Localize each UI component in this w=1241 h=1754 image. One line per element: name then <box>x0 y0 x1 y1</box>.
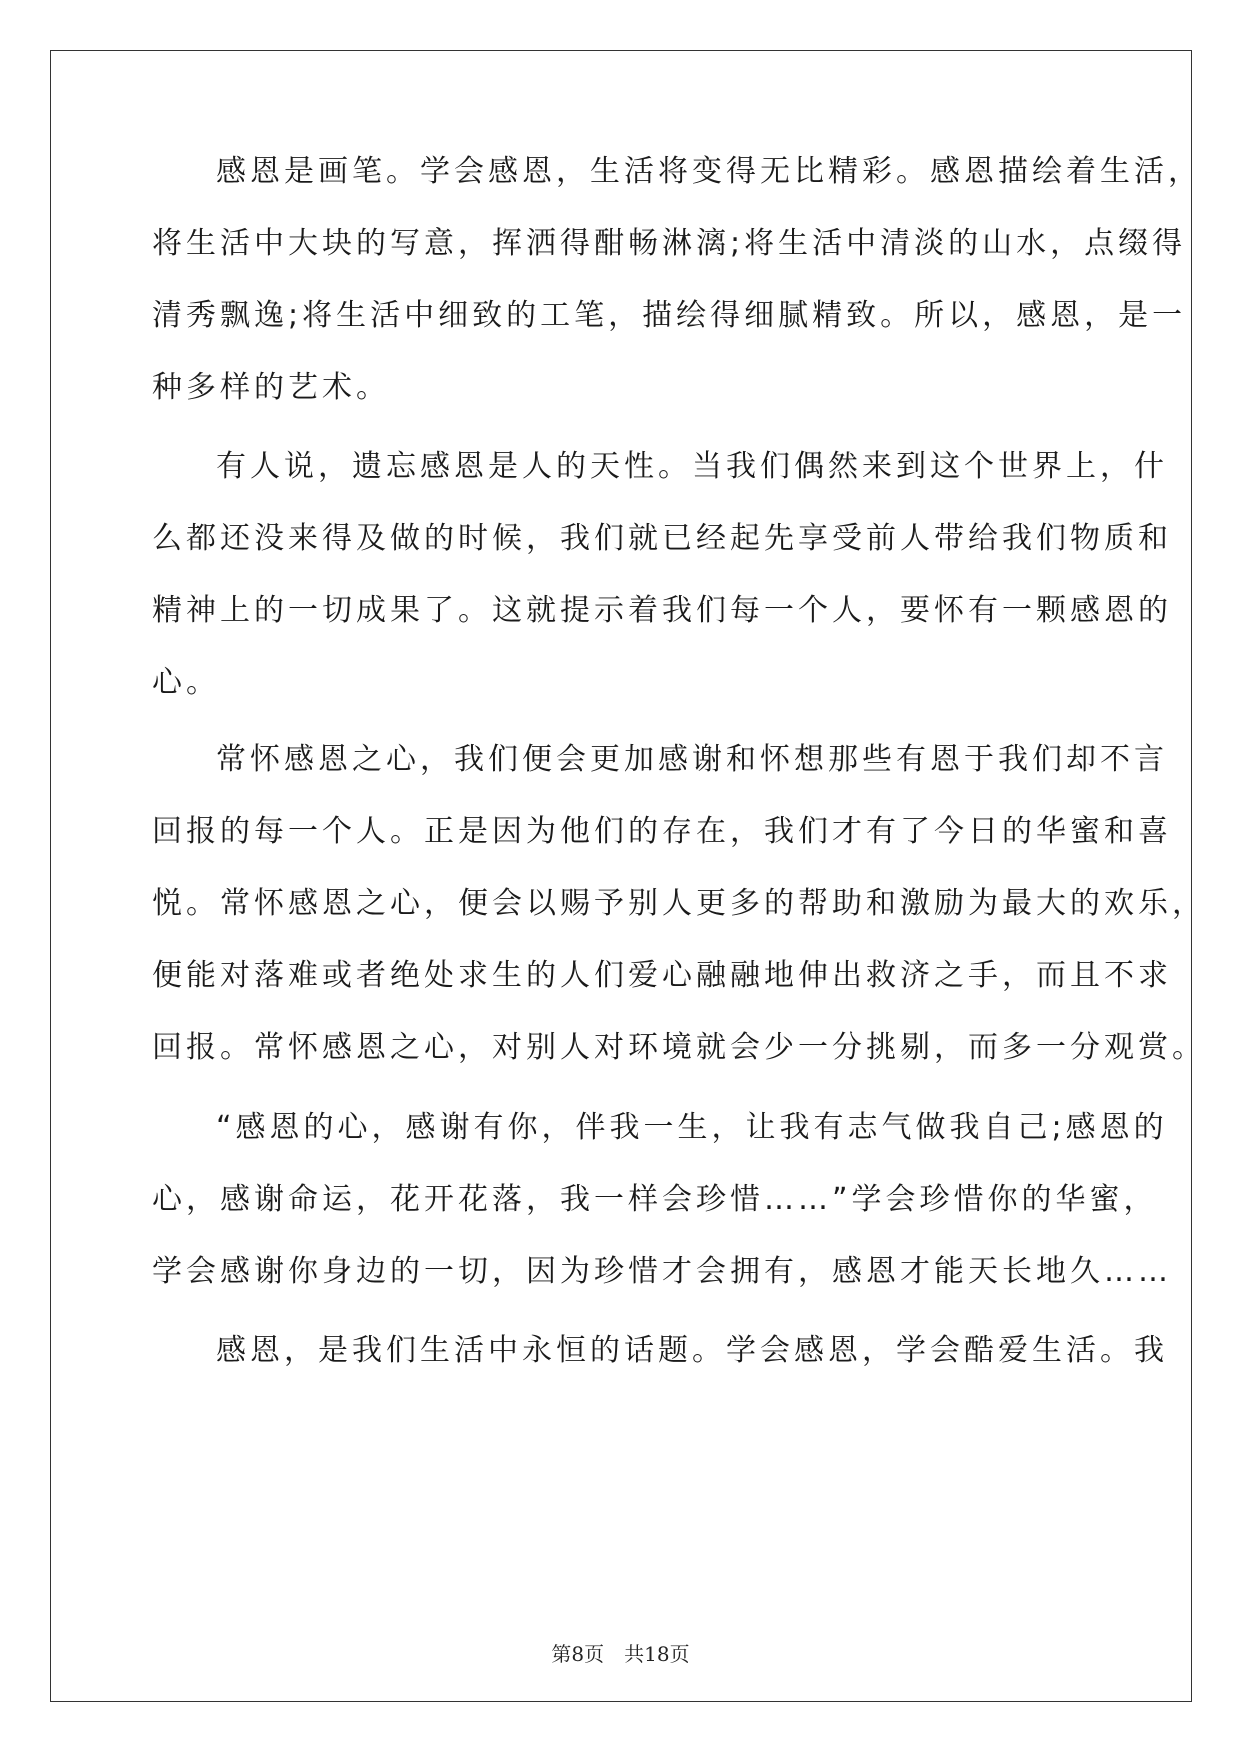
text-line: 种多样的艺术。 <box>152 370 390 405</box>
page-number: 8 <box>571 1642 585 1666</box>
text-line: 有人说，遗忘感恩是人的天性。当我们偶然来到这个世界上，什 <box>216 449 1168 484</box>
text-line: 将生活中大块的写意，挥洒得酣畅淋漓;将生活中清淡的山水，点缀得 <box>152 226 1187 261</box>
text-line: 感恩是画笔。学会感恩，生活将变得无比精彩。感恩描绘着生活， <box>216 154 1202 189</box>
text-line: 心。 <box>152 665 220 700</box>
text-line: 精神上的一切成果了。这就提示着我们每一个人，要怀有一颗感恩的 <box>152 593 1172 628</box>
text-line: “感恩的心，感谢有你，伴我一生，让我有志气做我自己;感恩的 <box>216 1110 1168 1145</box>
total-prefix: 共 <box>624 1642 645 1666</box>
total-pages: 18 <box>644 1642 670 1666</box>
text-line: 便能对落难或者绝处求生的人们爱心融融地伸出救济之手，而且不求 <box>152 958 1172 993</box>
text-line: 悦。常怀感恩之心，便会以赐予别人更多的帮助和激励为最大的欢乐， <box>152 886 1206 921</box>
text-line: 常怀感恩之心，我们便会更加感谢和怀想那些有恩于我们却不言 <box>216 742 1168 777</box>
text-line: 学会感谢你身边的一切，因为珍惜才会拥有，感恩才能天长地久…… <box>152 1254 1172 1289</box>
text-line: 么都还没来得及做的时候，我们就已经起先享受前人带给我们物质和 <box>152 521 1172 556</box>
page-footer <box>0 1642 1241 1666</box>
text-line: 回报。常怀感恩之心，对别人对环境就会少一分挑剔，而多一分观赏。 <box>152 1030 1206 1065</box>
total-suffix: 页 <box>669 1642 690 1666</box>
text-line: 心，感谢命运，花开花落，我一样会珍惜……”学会珍惜你的华蜜， <box>152 1182 1158 1217</box>
text-line: 回报的每一个人。正是因为他们的存在，我们才有了今日的华蜜和喜 <box>152 814 1172 849</box>
text-line: 清秀飘逸;将生活中细致的工笔，描绘得细腻精致。所以，感恩，是一 <box>152 298 1187 333</box>
page-suffix: 页 <box>584 1642 605 1666</box>
text-line: 感恩，是我们生活中永恒的话题。学会感恩，学会酷爱生活。我 <box>216 1333 1168 1368</box>
page-prefix: 第 <box>551 1642 572 1666</box>
